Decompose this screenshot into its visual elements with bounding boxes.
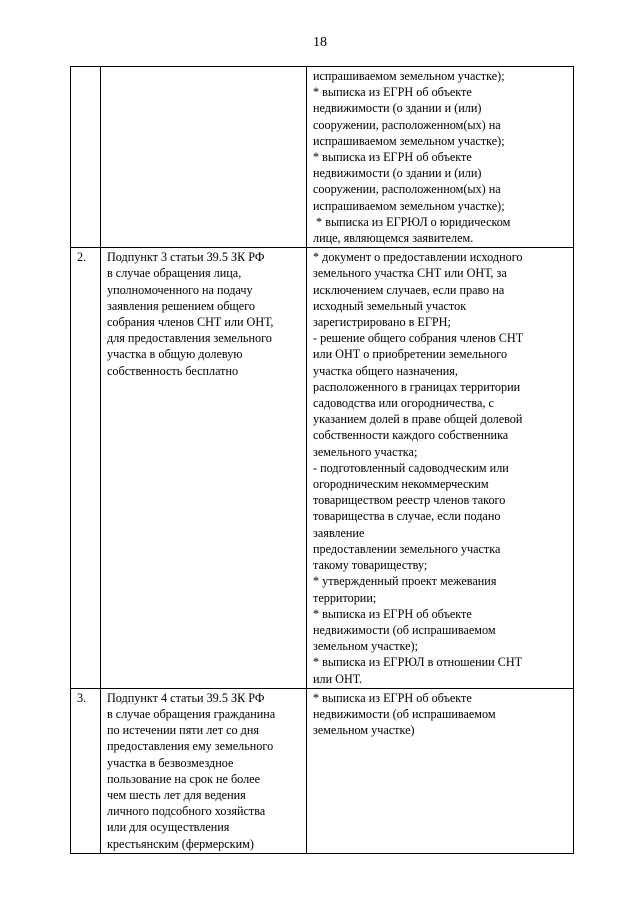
table-row (71, 248, 574, 688)
document-line: * выписка из ЕГРЮЛ в отношении СНТ (313, 655, 523, 670)
legal-basis-line: крестьянским (фермерским) (107, 836, 254, 851)
legal-basis-line: собственность бесплатно (107, 363, 239, 378)
document-line: * документ о предоставлении исходного (313, 250, 523, 265)
document-line: * выписка из ЕГРЮЛ о юридическом (313, 214, 511, 229)
document-line: указанием долей в праве общей долевой (313, 412, 523, 427)
documents-table (70, 66, 574, 854)
legal-basis-line: для предоставления земельного (107, 331, 272, 346)
document-line: недвижимости (об испрашиваемом (313, 622, 496, 637)
legal-basis-line: чем шесть лет для ведения (107, 787, 246, 802)
document-line: сооружении, расположенном(ых) на (313, 117, 501, 132)
document-line: * выписка из ЕГРН об объекте (313, 690, 472, 705)
legal-basis-cell (101, 248, 307, 688)
legal-basis-line: пользование на срок не более (107, 771, 260, 786)
document-line: лице, являющемся заявителем. (313, 231, 474, 246)
table-body (71, 67, 574, 854)
legal-basis-line: участка в безвозмездное (107, 755, 234, 770)
document-line: исходный земельный участок (313, 298, 467, 313)
legal-basis-line: собрания членов СНТ или ОНТ, (107, 315, 274, 330)
document-line: * выписка из ЕГРН об объекте (313, 150, 472, 165)
row-number-cell (71, 67, 101, 248)
row-number-cell: 3. (71, 688, 101, 853)
legal-basis-line: участка в общую долевую (107, 347, 243, 362)
document-line: зарегистрировано в ЕГРН; (313, 315, 451, 330)
document-line: такому товариществу; (313, 558, 428, 573)
document-line: испрашиваемом земельном участке); (313, 133, 505, 148)
legal-basis-line: уполномоченного на подачу (107, 282, 253, 297)
legal-basis-line: Подпункт 3 статьи 39.5 ЗК РФ (107, 250, 265, 265)
required-documents-cell (307, 67, 574, 248)
document-line: товарищества в случае, если подано (313, 509, 501, 524)
document-line: земельного участка СНТ или ОНТ, за (313, 266, 507, 281)
document-line: товариществом реестр членов такого (313, 493, 506, 508)
legal-basis-cell (101, 688, 307, 853)
table-row (71, 67, 574, 248)
required-documents-cell (307, 688, 574, 853)
legal-basis-line: Подпункт 4 статьи 39.5 ЗК РФ (107, 690, 265, 705)
document-line: испрашиваемом земельном участке); (313, 69, 505, 83)
document-line: участка общего назначения, (313, 363, 458, 378)
document-line: земельном участке); (313, 639, 418, 654)
legal-basis-cell (101, 67, 307, 248)
table-row (71, 688, 574, 853)
document-line: территории; (313, 590, 377, 605)
document-line: недвижимости (о здании и (или) (313, 166, 482, 181)
document-line: огородническим некоммерческим (313, 477, 489, 492)
document-line: исключением случаев, если право на (313, 282, 505, 297)
legal-basis-line: предоставления ему земельного (107, 739, 274, 754)
legal-basis-line: личного подсобного хозяйства (107, 804, 266, 819)
legal-basis-line: или для осуществления (107, 820, 230, 835)
legal-basis-line: в случае обращения гражданина (107, 706, 276, 721)
document-line: * выписка из ЕГРН об объекте (313, 85, 472, 100)
document-line: * выписка из ЕГРН об объекте (313, 606, 472, 621)
document-line: - подготовленный садоводческим или (313, 460, 509, 475)
legal-basis-line: по истечении пяти лет со дня (107, 723, 259, 738)
row-number-cell: 2. (71, 248, 101, 688)
document-line: недвижимости (о здании и (или) (313, 101, 482, 116)
required-documents-cell (307, 248, 574, 688)
document-line: предоставлении земельного участка (313, 541, 501, 556)
document-line: - решение общего собрания членов СНТ (313, 331, 524, 346)
legal-basis-line: заявления решением общего (107, 298, 255, 313)
legal-basis-line: в случае обращения лица, (107, 266, 242, 281)
document-line: заявление (313, 525, 365, 540)
document-line: расположенного в границах территории (313, 379, 521, 394)
document-line: испрашиваемом земельном участке); (313, 198, 505, 213)
document-line: садоводства или огородничества, с (313, 396, 494, 411)
document-line: * утвержденный проект межевания (313, 574, 497, 589)
page-number: 18 (313, 35, 327, 50)
document-line: или ОНТ о приобретении земельного (313, 347, 508, 362)
document-line: земельном участке) (313, 723, 415, 738)
document-line: земельного участка; (313, 444, 418, 459)
document-line: сооружении, расположенном(ых) на (313, 182, 501, 197)
document-line: или ОНТ. (313, 671, 363, 686)
document-line: недвижимости (об испрашиваемом (313, 706, 496, 721)
document-line: собственности каждого собственника (313, 428, 509, 443)
